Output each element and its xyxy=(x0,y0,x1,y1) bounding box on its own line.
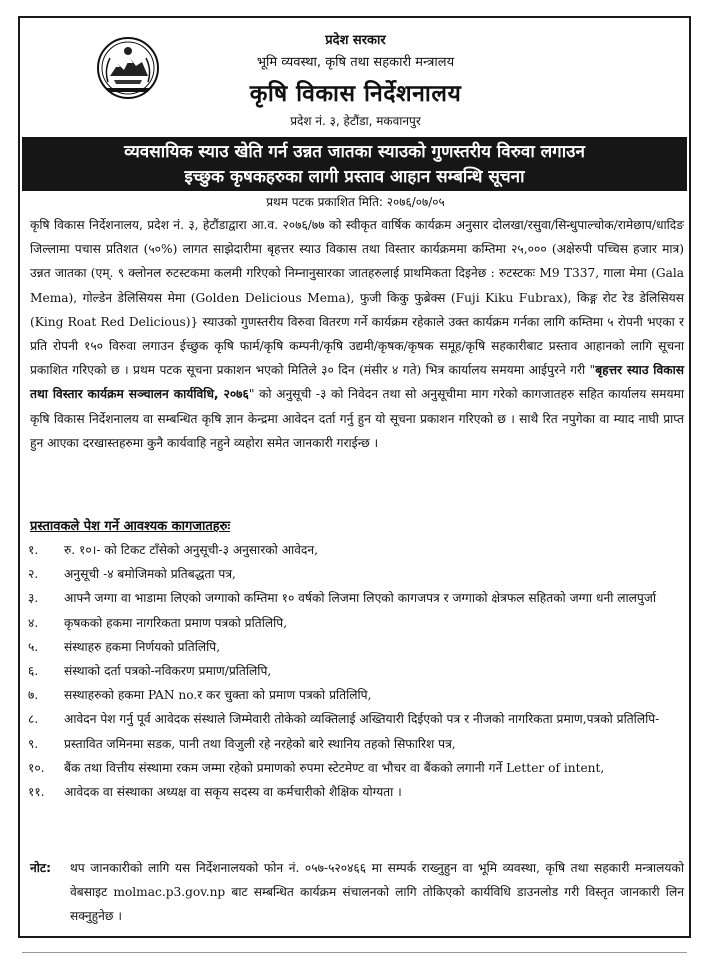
list-item-text: रु. १०।- को टिकट टाँसेको अनुसूची-३ अनुसारको आवेदन, xyxy=(64,543,319,557)
note-label: नोट: xyxy=(30,861,51,875)
notice-title-line-2: इच्छुक कृषकहरुका लागी प्रस्ताव आहान सम्बन्धि सूचना xyxy=(184,167,525,187)
paragraph-bold-procedure-name: बृहत्तर स्याउ विकास तथा विस्तार कार्यक्रम सञ्चालन कार्यविधि, २०७६ xyxy=(30,363,684,402)
list-item-number: ११. xyxy=(28,785,45,800)
list-item-text: अनुसूची -४ बमोजिमको प्रतिबद्धता पत्र, xyxy=(64,567,236,582)
list-item-text: आफ्नै जग्गा वा भाडामा लिएको जग्गाको कम्तिमा १० वर्षको लिजमा लिएको कागजपत्र र जग्गाको क्षेत्रफल सहितको जग्गा धनी लालपुर्जा xyxy=(64,591,657,606)
list-item-number: ३. xyxy=(28,591,39,606)
list-item xyxy=(28,562,686,586)
province-government-heading: प्रदेश सरकार xyxy=(325,33,386,48)
publication-date: प्रथम पटक प्रकाशित मिति: २०७६/०७/०५ xyxy=(266,195,445,209)
notice-footnote xyxy=(30,856,684,929)
required-documents-heading: प्रस्तावकले पेश गर्ने आवश्यक कागजातहरुः xyxy=(30,519,231,534)
list-item-number: १०. xyxy=(28,760,45,775)
note-text: थप जानकारीको लागि यस निर्देशनालयको फोन नं. ०५७-५२०४६६ मा सम्पर्क राख्नुहुन वा भूमि व्यवस्था, कृषि तथा सहकारी मन्त्रालयको वेबसाइट molmac.p3.gov.np बाट सम्बन्धित कार्यक्रम संचालनको लागि तोकिएको कार्यविधि डाउनलोड गरी विस्तृत जानकारी लिन सक्नुहुनेछ । xyxy=(70,861,684,924)
list-item-text: आवेदन पेश गर्नु पूर्व आवेदक संस्थाले जिम्मेवारी तोकेको व्यक्तिलाई अख्तियारी दिईएको पत्र र नीजको नागरिकता प्रमाण,पत्रको प्रतिलिपि- xyxy=(64,712,660,727)
list-item xyxy=(28,611,686,635)
bottom-divider xyxy=(22,952,687,953)
paragraph-text-part-2: " को अनुसूची -३ को निवेदन तथा सो अनुसूचीमा माग गरेको कागजातहरु सहित कार्यालय समयमा कृषि विकास निर्देशनालय वा सम्बन्धित कृषि ज्ञान केन्द्रमा आवेदन दर्ता गर्नु हुन यो सूचना प्रकाशन गरिएको छ । साथै रित नपुगेका वा म्याद नाघी प्राप्त हुन आएका दरखास्तहरुमा कुनै कार्यवाहि नहुने व्यहोरा समेत जानकारी गराईन्छ । xyxy=(30,387,684,450)
list-item-number: ७. xyxy=(28,688,39,703)
list-item xyxy=(28,756,686,780)
paragraph-text-part-1: कृषि विकास निर्देशनालय, प्रदेश नं. ३, हेटौंडाद्वारा आ.व. २०७६/७७ को स्वीकृत वार्षिक कार्यक्रम अनुसार दोलखा/रसुवा/सिन्धुपाल्चोक/रामेछाप/धादिङ जिल्लामा पचास प्रतिशत (५०%) लागत साझेदारीमा बृहत्तर स्याउ विकास तथा विस्तार कार्यक्रममा कम्तिमा २५,००० (अक्षेरुपी पच्चिस हजार मात्र) उन्नत जातका (एम्. ९ क्लोनल रुटस्टकमा कलमी गरिएको निम्नानुसारका जातहरुलाई प्राथमिकता दिइनेछ : रुटस्टकः M9 T337, गाला मेमा (Gala Mema), गोल्डेन डेलिसियस मेमा (Golden Delicious Mema), फुजी किकु फुब्रेक्स (Fuji Kiku Fubrax), किङ्ग रोट रेड डेलिसियस (King Roat Red Delicious)} स्याउको गुणस्तरीय विरुवा वितरण गर्ने कार्यक्रम रहेकाले उक्त कार्यक्रम गर्नका लागि कम्तिमा ५ रोपनी भएका र प्रति रोपनी १५० विरुवा लगाउन ईच्छुक कृषि फार्म/कृषि कम्पनी/कृषि उद्यमी/कृषक/कृषक समूह/कृषि सहकारीबाट प्रस्ताव आहानको लागि सूचना प्रकाशित गरिएको छ । प्रथम पटक सूचना प्रकाशन भएको मितिले ३० दिन (मंसीर ४ गते) भित्र कार्यालय समयमा आईपुरने गरी " xyxy=(30,218,684,378)
list-item-text: बैंक तथा वित्तीय संस्थामा रकम जम्मा रहेको प्रमाणको रुपमा स्टेटमेण्ट वा भौचर वा बैंकको लगानी गर्ने Letter of intent, xyxy=(64,760,605,775)
list-item-number: २. xyxy=(28,567,39,582)
list-item xyxy=(28,780,686,804)
list-item xyxy=(28,659,686,683)
list-item-text: आवेदक वा संस्थाका अध्यक्ष वा सकृय सदस्य वा कर्मचारीको शैक्षिक योग्यता । xyxy=(64,785,402,800)
notice-title-line-1: व्यवसायिक स्याउ खेति गर्न उन्नत जातका स्याउको गुणस्तरीय विरुवा लगाउन xyxy=(124,142,585,162)
list-item xyxy=(28,707,686,731)
list-item-number: ४. xyxy=(28,615,39,630)
notice-title-banner xyxy=(22,137,687,191)
directorate-name: कृषि विकास निर्देशनालय xyxy=(249,81,462,107)
list-item-text: कृषकको हकमा नागरिकता प्रमाण पत्रको प्रतिलिपि, xyxy=(64,615,288,630)
list-item-text: प्रस्तावित जमिनमा सडक, पानी तथा विजुली रहे नरहेको बारे स्थानिय तहको सिफारिश पत्र, xyxy=(64,736,456,751)
list-item xyxy=(28,538,686,562)
list-item xyxy=(28,732,686,756)
list-item-text: संस्थाको दर्ता पत्रको-नविकरण प्रमाण/प्रतिलिपि, xyxy=(64,664,272,679)
list-item-number: १. xyxy=(28,543,39,557)
list-item-number: ६. xyxy=(28,664,39,679)
list-item-number: ९. xyxy=(28,736,39,751)
ministry-name: भूमि व्यवस्था, कृषि तथा सहकारी मन्त्रालय xyxy=(256,55,455,70)
list-item-number: ८. xyxy=(28,712,39,727)
list-item-text: संस्थाहरु हकमा निर्णयको प्रतिलिपि, xyxy=(64,639,221,654)
office-address: प्रदेश नं. ३, हेटौंडा, मकवानपुर xyxy=(290,114,421,128)
list-item-text: सस्थाहरुको हकमा PAN no.र कर चुक्ता को प्रमाण पत्रको प्रतिलिपि, xyxy=(64,688,372,703)
list-item-number: ५. xyxy=(28,639,39,654)
list-item xyxy=(28,683,686,707)
list-item xyxy=(28,586,686,610)
required-documents-list xyxy=(28,538,686,804)
notice-body-paragraph xyxy=(30,213,684,455)
list-item xyxy=(28,635,686,659)
